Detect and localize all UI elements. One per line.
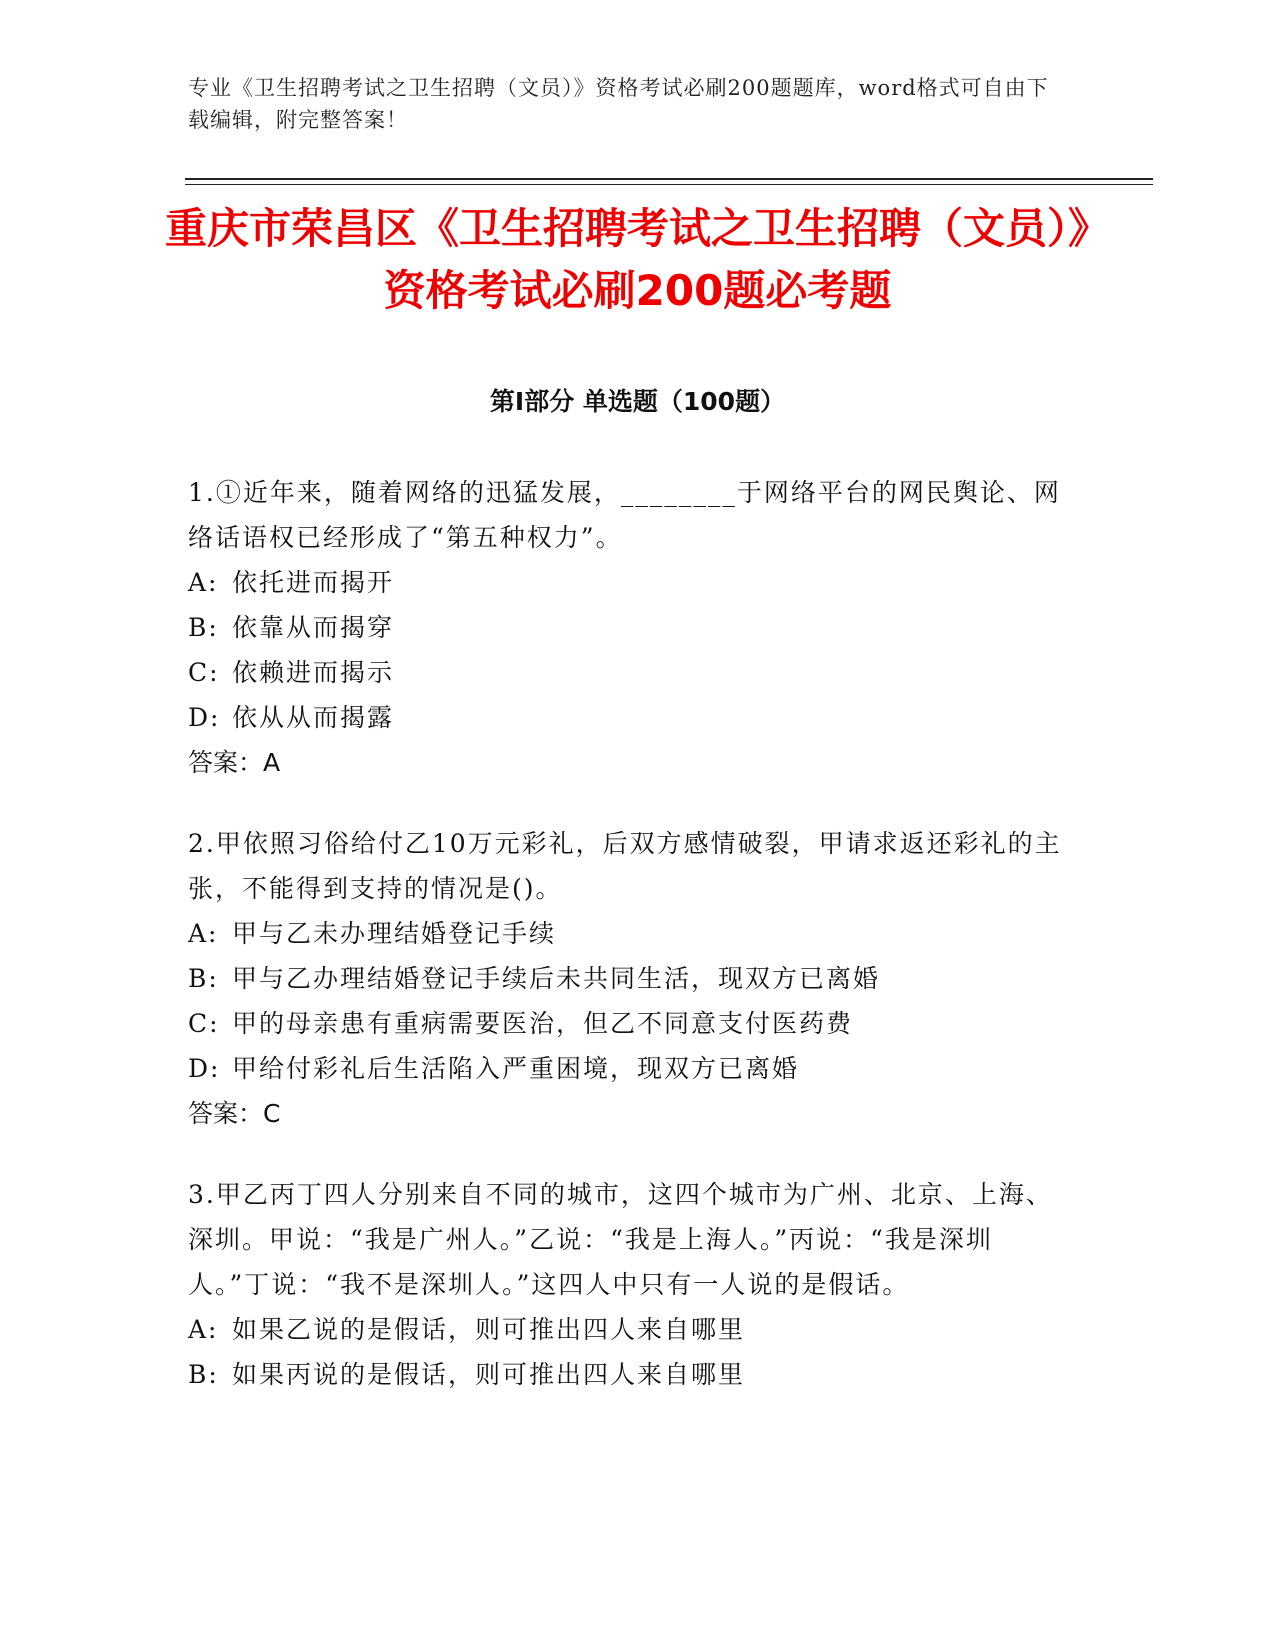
option-key: D: [188,703,221,732]
header-divider-thick [185,178,1153,180]
option-key: A: [188,1315,219,1344]
option-key: C: [188,658,220,687]
option-key: C: [188,1009,220,1038]
option-a [188,560,1068,605]
option-a [188,1307,1068,1352]
option-text: 依托进而揭开 [232,568,395,597]
option-key: A: [188,919,219,948]
option-text: 如果乙说的是假话，则可推出四人来自哪里 [232,1315,746,1344]
option-c [188,650,1068,695]
option-text: 依从从而揭露 [232,703,395,732]
option-a [188,911,1068,956]
question-stem: 3.甲乙丙丁四人分别来自不同的城市，这四个城市为广州、北京、上海、深圳。甲说：“我是广州人。”乙说：“我是上海人。”丙说：“我是深圳人。”丁说：“我不是深圳人。”这四人中只有一人说的是假话。 [188,1180,1053,1299]
option-b [188,956,1068,1001]
option-key: B: [188,964,219,993]
option-text: 甲与乙办理结婚登记手续后未共同生活，现双方已离婚 [232,964,881,993]
section-title: 第I部分 单选题（100题） [489,387,786,416]
option-d [188,695,1068,740]
option-d [188,1046,1068,1091]
header-divider-thin [185,184,1153,185]
option-text: 如果丙说的是假话，则可推出四人来自哪里 [232,1360,746,1389]
question-2 [188,821,1068,1136]
option-text: 甲与乙未办理结婚登记手续 [232,919,557,948]
question-stem: 2.甲依照习俗给付乙10万元彩礼，后双方感情破裂，甲请求返还彩礼的主张，不能得到支持的情况是()。 [188,829,1062,903]
option-text: 甲的母亲患有重病需要医治，但乙不同意支付医药费 [232,1009,854,1038]
option-b [188,1352,1068,1397]
option-key: A: [188,568,219,597]
option-b [188,605,1068,650]
answer-line: 答案：C [188,1099,281,1128]
option-c [188,1001,1068,1046]
question-1 [188,470,1068,785]
question-3 [188,1172,1068,1397]
option-text: 甲给付彩礼后生活陷入严重困境，现双方已离婚 [232,1054,800,1083]
question-list [188,470,1068,1433]
document-title: 重庆市荣昌区《卫生招聘考试之卫生招聘（文员）》资格考试必刷200题必考题 [164,204,1110,315]
option-key: B: [188,613,219,642]
option-key: D: [188,1054,221,1083]
option-text: 依赖进而揭示 [232,658,395,687]
option-text: 依靠从而揭穿 [232,613,395,642]
question-stem: 1.①近年来，随着网络的迅猛发展，________于网络平台的网民舆论、网络话语权已经形成了“第五种权力”。 [188,478,1061,552]
answer-line: 答案：A [188,748,281,777]
header-note: 专业《卫生招聘考试之卫生招聘（文员）》资格考试必刷200题题库，word格式可自由下载编辑，附完整答案！ [188,76,1049,132]
option-key: B: [188,1360,219,1389]
